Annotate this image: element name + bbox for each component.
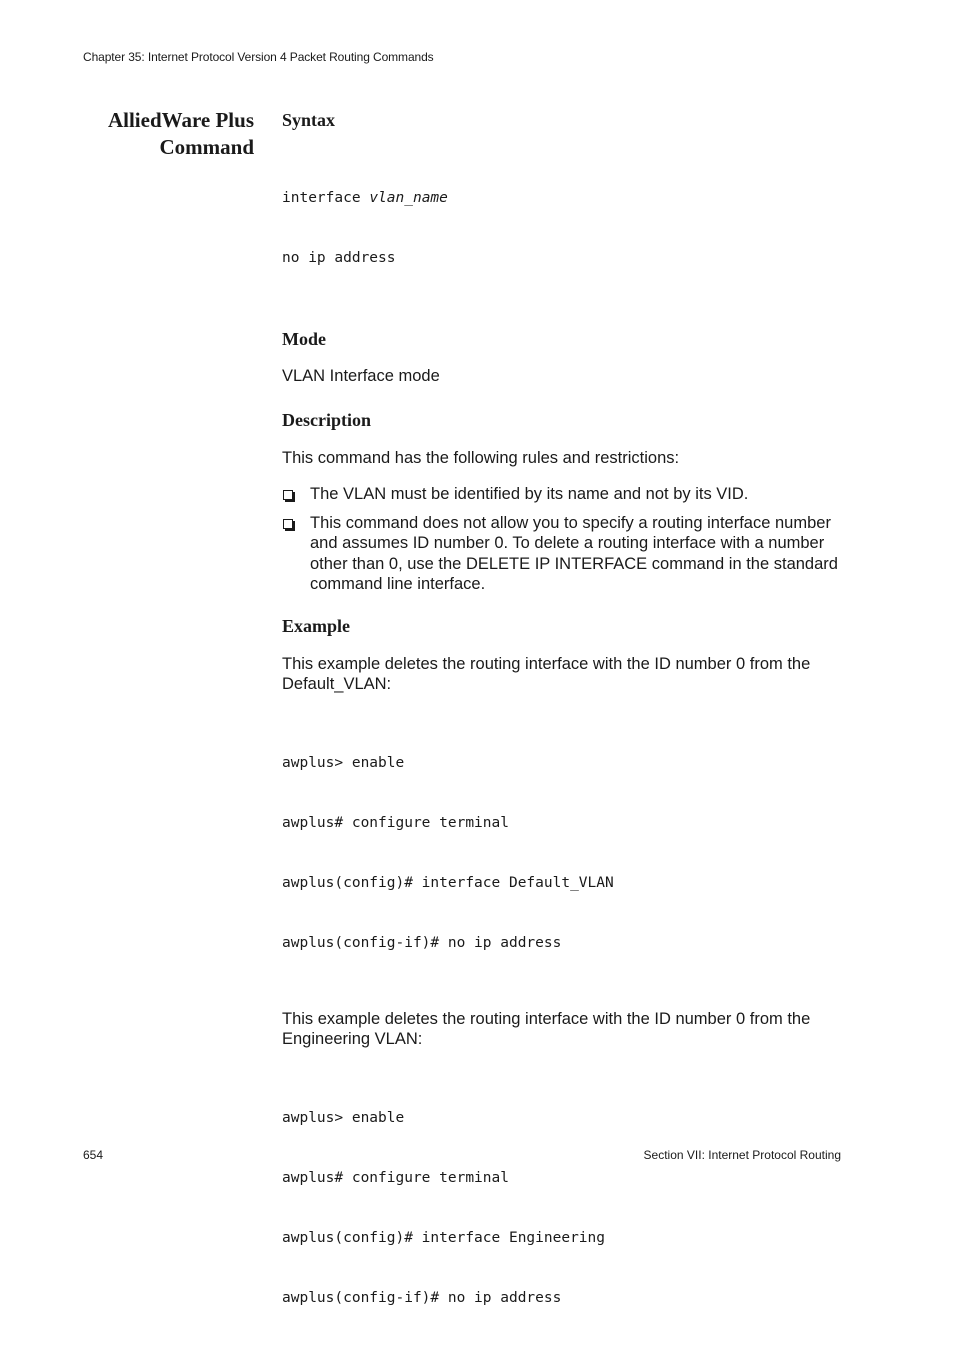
example-intro-2: This example deletes the routing interface with the ID number 0 from the Engineering VLAN:	[282, 1009, 811, 1048]
bullet-text: This command does not allow you to specify a routing interface number and assumes ID number 0. To delete a routing interface with a number other than 0, use the DELETE IP INTERFACE command in the standard command line interface.	[310, 513, 838, 593]
page-number: 654	[83, 1148, 104, 1162]
code-line: awplus> enable	[282, 754, 405, 771]
list-item	[282, 484, 848, 505]
syntax-command: interface	[282, 190, 370, 206]
checkbox-bullet-icon	[283, 519, 293, 529]
code-line: awplus(config)# interface Default_VLAN	[282, 874, 614, 891]
checkbox-bullet-icon	[283, 490, 293, 500]
mode-heading: Mode	[282, 329, 326, 349]
syntax-heading: Syntax	[282, 110, 336, 130]
code-line: awplus(config-if)# no ip address	[282, 934, 562, 951]
example-intro-1: This example deletes the routing interface with the ID number 0 from the Default_VLAN:	[282, 654, 811, 693]
running-header: Chapter 35: Internet Protocol Version 4 Packet Routing Commands	[83, 50, 434, 64]
side-title-line-2: Command	[159, 135, 254, 159]
mode-text: VLAN Interface mode	[282, 367, 440, 385]
code-line: awplus(config)# interface Engineering	[282, 1229, 606, 1246]
code-line: awplus# configure terminal	[282, 1169, 509, 1186]
list-item	[282, 513, 848, 595]
side-title-line-1: AlliedWare Plus	[107, 108, 254, 132]
syntax-parameter: vlan_name	[369, 190, 448, 206]
example-heading: Example	[282, 615, 351, 636]
description-intro: This command has the following rules and restrictions:	[282, 448, 680, 467]
example-code-block-1	[282, 713, 848, 993]
syntax-line-1	[282, 188, 848, 208]
footer-section-title: Section VII: Internet Protocol Routing	[643, 1148, 841, 1162]
description-bullet-list	[282, 484, 848, 595]
code-line: awplus> enable	[282, 1109, 405, 1126]
syntax-line-2: no ip address	[282, 250, 396, 266]
code-line: awplus# configure terminal	[282, 814, 509, 831]
example-code-block-2	[282, 1068, 848, 1348]
description-heading: Description	[282, 409, 371, 430]
code-line: awplus(config-if)# no ip address	[282, 1289, 562, 1306]
bullet-text: The VLAN must be identified by its name and not by its VID.	[310, 485, 749, 503]
syntax-code-block	[282, 148, 848, 308]
section-side-title	[54, 107, 254, 161]
